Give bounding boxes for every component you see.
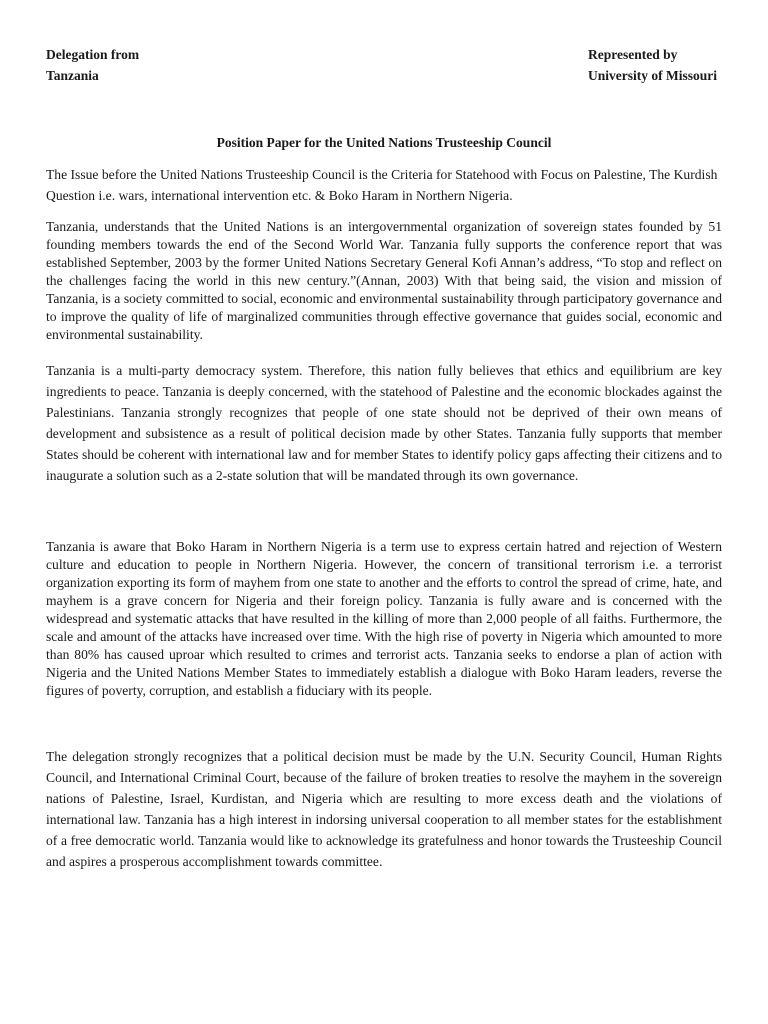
delegation-label: Delegation from: [46, 47, 140, 62]
delegation-header: [46, 44, 139, 86]
representation-header: [588, 44, 717, 86]
document-title: Position Paper for the United Nations Trusteeship Council: [216, 135, 552, 150]
represented-by-university: University of Missouri: [588, 68, 717, 83]
represented-by-label: Represented by: [588, 47, 678, 62]
paragraph-united-nations: Tanzania, understands that the United Nations is an intergovernmental organization of sovereign states founded by 51 founding members towards the end of the Second World War. Tanzania fully supports the conference report that was established September, 2003 by the former United Nations Secretary General Kofi Annan’s address, “To stop and reflect on the challenges facing the world in this new century.”(Annan, 2003) With that being said, the vision and mission of Tanzania, is a society committed to social, economic and environmental sustainability through participatory governance and to improve the quality of life of marginalized communities through effective governance that guides social, economic and environmental sustainability.: [46, 219, 722, 342]
paragraph-conclusion: The delegation strongly recognizes that a political decision must be made by the U.N. Security Council, Human Rights Council, and International Criminal Court, because of the failure of broken treaties to resolve the mayhem in the sovereign nations of Palestine, Israel, Kurdistan, and Nigeria which are resulting to more excess death and the violations of international law. Tanzania has a high interest in indorsing universal cooperation to all member states for the establishment of a free democratic world. Tanzania would like to acknowledge its gratefulness and honor towards the Trusteeship Council and aspires a prosperous accomplishment towards committee.: [46, 749, 722, 869]
delegation-country: Tanzania: [46, 68, 99, 83]
paragraph-palestine: Tanzania is a multi-party democracy system. Therefore, this nation fully believes that ethics and equilibrium are key ingredients to peace. Tanzania is deeply concerned, with the statehood of Palestine and the economic blockades against the Palestinians. Tanzania strongly recognizes that people of one state should not be deprived of their own means of development and subsistence as a result of political decision made by other States. Tanzania fully supports that member States should be coherent with international law and for member States to identify policy gaps affecting their citizens and to inaugurate a solution such as a 2-state solution that will be mandated through its own governance.: [46, 363, 722, 483]
paragraph-issue: The Issue before the United Nations Trusteeship Council is the Criteria for Statehood with Focus on Palestine, The Kurdish Question i.e. wars, international intervention etc. & Boko Haram in Northern Nigeria.: [46, 167, 718, 203]
paragraph-boko-haram: Tanzania is aware that Boko Haram in Northern Nigeria is a term use to express certain hatred and rejection of Western culture and education to people in Northern Nigeria. However, the concern of transitional terrorism i.e. a terrorist organization exporting its form of mayhem from one state to another and the efforts to control the spread of crime, hate, and mayhem is a grave concern for Nigeria and their foreign policy. Tanzania is fully aware and is concerned with the widespread and systematic attacks that have resulted in the killing of more than 2,000 people of all faiths. Furthermore, the scale and amount of the attacks have increased over time. With the high rise of poverty in Nigeria which amounted to more than 80% has caused uproar which resulted to crimes and terrorist acts. Tanzania seeks to endorse a plan of action with Nigeria and the United Nations Member States to immediately establish a dialogue with Boko Haram leaders, reverse the figures of poverty, corruption, and establish a fiduciary with its people.: [46, 539, 722, 698]
